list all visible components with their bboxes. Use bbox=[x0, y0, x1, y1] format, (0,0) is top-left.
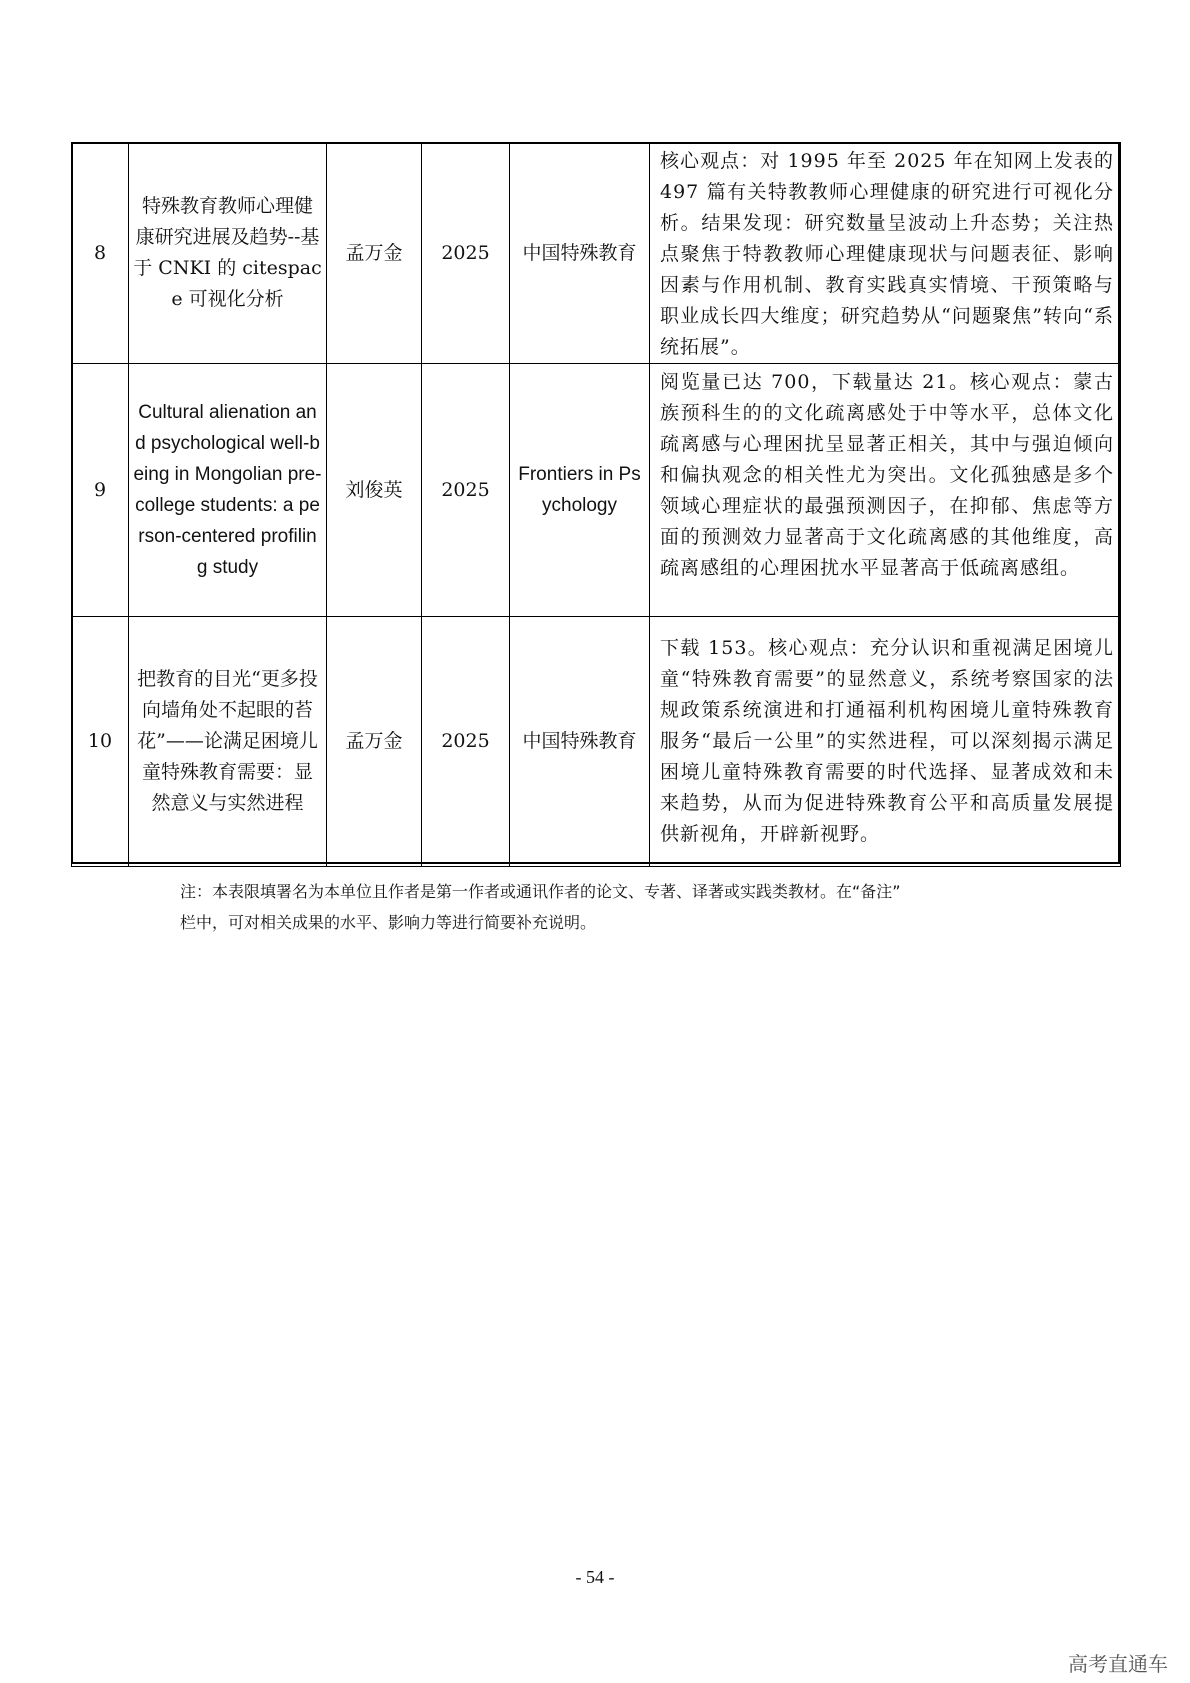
remark: 下载 153。核心观点：充分认识和重视满足困境儿童“特殊教育需要”的显然意义，系统考察国家的法规政策系统演进和打通福利机构困境儿童特殊教育服务“最后一公里”的实然进程，可以深刻揭示满足困境儿童特殊教育需要的时代选择、显著成效和未来趋势，从而为促进特殊教育公平和高质量发展提供新视角，开辟新视野。 bbox=[650, 617, 1121, 867]
table-row bbox=[72, 617, 1121, 867]
row-number: 8 bbox=[72, 143, 129, 364]
year: 2025 bbox=[422, 617, 510, 867]
remark: 核心观点：对 1995 年至 2025 年在知网上发表的 497 篇有关特教教师心理健康的研究进行可视化分析。结果发现：研究数量呈波动上升态势；关注热点聚焦于特教教师心理健康现状与问题表征、影响因素与作用机制、教育实践真实情境、干预策略与职业成长四大维度；研究趋势从“问题聚焦”转向“系统拓展”。 bbox=[650, 143, 1121, 364]
author: 孟万金 bbox=[327, 143, 422, 364]
note-line-1: 注：本表限填署名为本单位且作者是第一作者或通讯作者的论文、专著、译著或实践类教材。在“备注” bbox=[180, 882, 901, 901]
journal: 中国特殊教育 bbox=[510, 143, 650, 364]
journal: Frontiers in Psychology bbox=[510, 364, 650, 617]
paper-title: 特殊教育教师心理健康研究进展及趋势--基于 CNKI 的 citespace 可视化分析 bbox=[129, 143, 327, 364]
achievements-table bbox=[71, 142, 1121, 867]
remark: 阅览量已达 700，下载量达 21。核心观点：蒙古族预科生的的文化疏离感处于中等水平，总体文化疏离感与心理困扰呈显著正相关，其中与强迫倾向和偏执观念的相关性尤为突出。文化孤独感是多个领域心理症状的最强预测因子，在抑郁、焦虑等方面的预测效力显著高于文化疏离感的其他维度，高疏离感组的心理困扰水平显著高于低疏离感组。 bbox=[650, 364, 1121, 617]
paper-title: Cultural alienation and psychological well-being in Mongolian pre-college students: a person-centered profiling study bbox=[129, 364, 327, 617]
author: 刘俊英 bbox=[327, 364, 422, 617]
row-number: 10 bbox=[72, 617, 129, 867]
table-note bbox=[180, 876, 1040, 938]
journal: 中国特殊教育 bbox=[510, 617, 650, 867]
watermark: 高考直通车 bbox=[1068, 1652, 1168, 1676]
year: 2025 bbox=[422, 143, 510, 364]
year: 2025 bbox=[422, 364, 510, 617]
table-row bbox=[72, 364, 1121, 617]
row-number: 9 bbox=[72, 364, 129, 617]
author: 孟万金 bbox=[327, 617, 422, 867]
paper-title: 把教育的目光“更多投向墙角处不起眼的苔花”——论满足困境儿童特殊教育需要：显然意义与实然进程 bbox=[129, 617, 327, 867]
table-row bbox=[72, 143, 1121, 364]
note-line-2: 栏中，可对相关成果的水平、影响力等进行简要补充说明。 bbox=[180, 913, 597, 932]
page-number: - 54 - bbox=[575, 1567, 615, 1587]
